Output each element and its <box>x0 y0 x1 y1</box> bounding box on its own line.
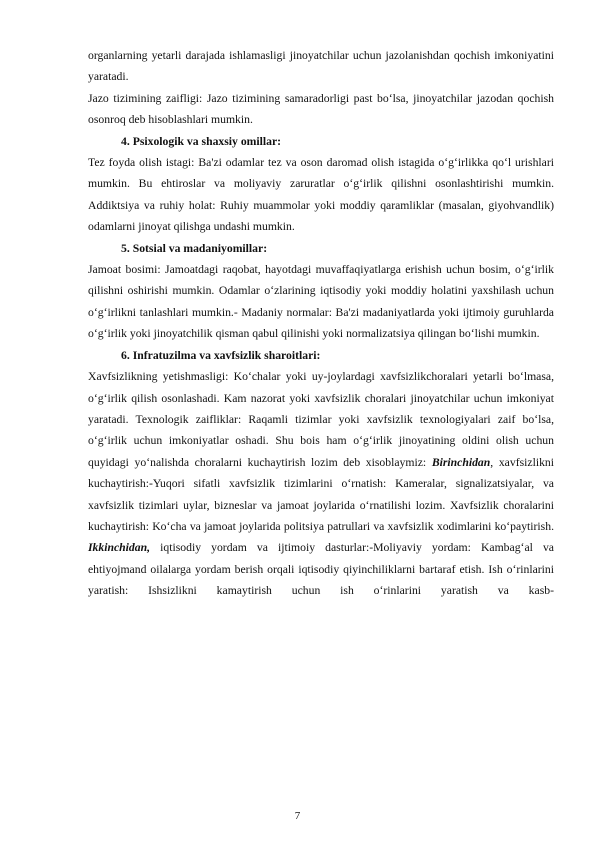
label-first: Birinchidan <box>431 455 491 469</box>
text-security-measures: , xavfsizlikni kuchaytirish:-Yuqori sifatli xavfsizlik tizimlarini o‘rnatish: Kameralar, signalizatsiyalar, va xavfsizlik tizimlari uylar, bizneslar va jamoat joylarida o‘rnatilishi lozim. Xavfsizlik choralarini kuchaytirish: Ko‘cha va jamoat joylarida politsiya patrullari va xavfsizlik xodimlarini ko‘paytirish. <box>88 455 555 533</box>
paragraph-psychological: Tez foyda olish istagi: Ba'zi odamlar tez va oson daromad olish istagida o‘g‘irlikka qo‘l urishlari mumkin. Bu ehtiroslar va moliyaviy zaruratlar o‘g‘irlik qilishni osonlashtirishi mumkin. Addiktsiya va ruhiy holat: Ruhiy muammolar yoki moddiy qaramliklar (masalan, giyohvandlik) odamlarni jinoyat qilishga undashi mumkin. <box>88 156 554 234</box>
document-body <box>88 45 554 602</box>
heading-infrastructure-security: 6. Infratuzilma va xavfsizlik sharoitlari: <box>121 348 321 362</box>
paragraph-security-measures <box>88 366 554 601</box>
paragraph-social-cultural: Jamoat bosimi: Jamoatdagi raqobat, hayotdagi muvaffaqiyatlarga erishish uchun bosim, o‘g‘irlik qilishni oshirishi mumkin. Odamlar o‘zlarining iqtisodiy yoki moddiy holatini yaxshilash uchun o‘g‘irlikni tanlashlari mumkin.- Madaniy normalar: Ba'zi madaniyatlarda yoki ijtimoiy guruhlarda o‘g‘irlik yoki jinoyatchilik qisman qabul qilinishi yoki normalizatsiya qilingan bo‘lishi mumkin. <box>88 263 554 341</box>
text-economic-support: iqtisodiy yordam va ijtimoiy dasturlar:-Moliyaviy yordam: Kambag‘al va ehtiyojmand oilalarga yordam berish orqali iqtisodiy qiyinchiliklarni bartaraf etish. Ish o‘rinlarini yaratish: Ishsizlikni kamaytirish uchun ish o‘rinlarini yaratish va kasb- <box>88 541 554 598</box>
paragraph-punishment-system: Jazo tizimining zaifligi: Jazo tizimining samaradorligi past bo‘lsa, jinoyatchilar jazodan qochish osonroq deb hisoblashlari mumkin. <box>88 91 554 127</box>
page-number: 7 <box>294 810 301 822</box>
label-second: Ikkinchidan, <box>88 541 151 555</box>
paragraph-law-enforcement: organlarning yetarli darajada ishlamasligi jinoyatchilar uchun jazolanishdan qochish imkoniyatini yaratadi. <box>88 49 554 84</box>
text-security-intro: Xavfsizlikning yetishmasligi: Ko‘chalar yoki uy-joylardagi xavfsizlikchoralari yetarli bo‘lmasa, o‘g‘irlik qilish osonlashadi. Kam nazorat yoki xavfsizlik choralari jinoyatchilar uchun imkoniyat yaratadi. Texnologik zaifliklar: Raqamli tizimlar yoki xavfsizlik texnologiyalari zaif bo‘lsa, o‘g‘irlik uchun imkoniyatlar oshadi. Shu bois ham o‘g‘irlik jinoyatining oldini olish uchun quyidagi yo‘nalishda choralarni kuchaytirish lozim deb xisoblaymiz: <box>88 370 554 469</box>
heading-social-cultural-factors: 5. Sotsial va madaniyomillar: <box>121 241 268 255</box>
heading-psychological-factors: 4. Psixologik va shaxsiy omillar: <box>121 134 282 148</box>
